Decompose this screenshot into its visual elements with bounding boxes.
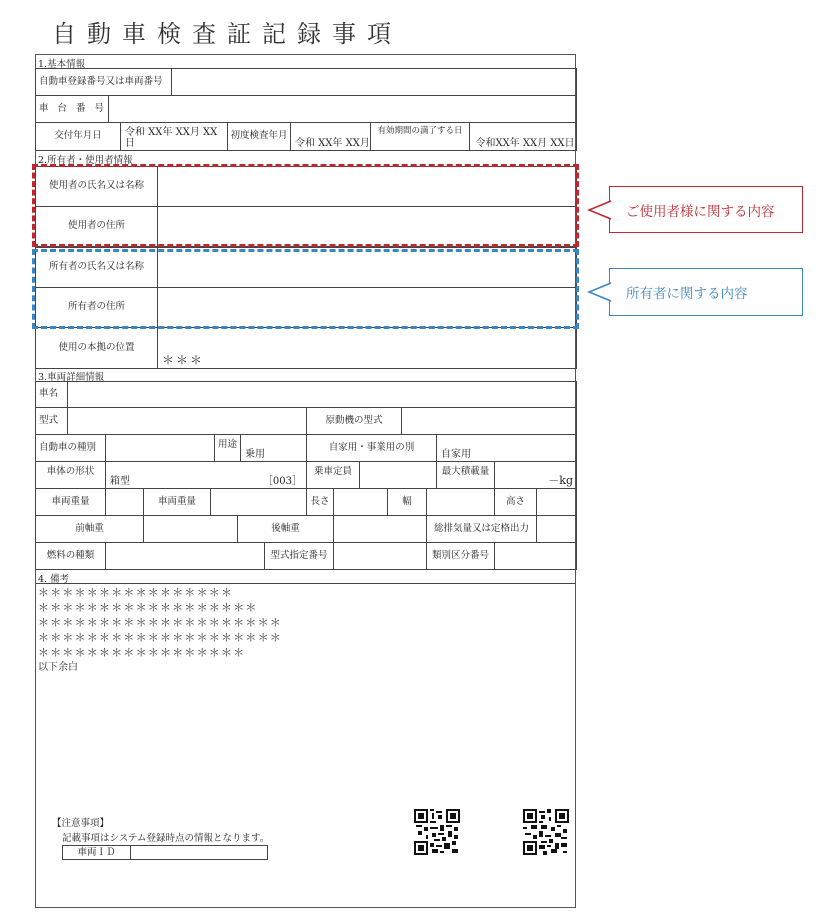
remarks-line: ＊＊＊＊＊＊＊＊＊＊＊＊＊＊＊＊＊＊ xyxy=(38,601,258,614)
body-shape-text: 箱型 xyxy=(110,476,130,487)
notes-heading: 【注意事項】 xyxy=(52,818,110,829)
gross-weight-value xyxy=(210,488,307,516)
callout-pointer-icon xyxy=(588,282,612,302)
engine-model-value xyxy=(401,407,577,435)
vehicle-id-box xyxy=(62,845,268,860)
expiry-date-label: 有効期間の満了する日 xyxy=(370,122,470,151)
user-info-callout-text: ご使用者様に関する内容 xyxy=(626,203,775,220)
displacement-label: 総排気量又は定格出力 xyxy=(426,515,537,543)
remarks-line: ＊＊＊＊＊＊＊＊＊＊＊＊＊＊＊＊＊＊＊＊ xyxy=(38,616,282,629)
owner-address-label: 所有者の住所 xyxy=(35,287,158,328)
body-shape-code: ［003］ xyxy=(262,476,302,487)
capacity-value xyxy=(359,461,437,489)
owner-info-highlight xyxy=(32,249,579,329)
height-label: 高さ xyxy=(494,488,537,516)
owner-info-callout-text: 所有者に関する内容 xyxy=(626,286,748,302)
private-business-value: 自家用 xyxy=(436,434,577,462)
issue-date-label: 交付年月日 xyxy=(35,122,121,151)
length-value xyxy=(333,488,388,516)
width-value xyxy=(426,488,495,516)
chassis-number-label: 車 台 番 号 xyxy=(35,95,109,123)
user-address-label: 使用者の住所 xyxy=(35,206,158,247)
divider xyxy=(36,583,575,584)
remarks-line: ＊＊＊＊＊＊＊＊＊＊＊＊＊＊＊＊＊ xyxy=(38,646,246,659)
type-designation-label: 型式指定番号 xyxy=(264,542,334,570)
height-value xyxy=(536,488,577,516)
callout-pointer-icon xyxy=(588,200,612,220)
vehicle-weight-label: 車両重量 xyxy=(35,488,106,516)
owner-info-callout xyxy=(609,268,803,316)
qr-code-icon xyxy=(523,809,569,855)
remarks-line: ＊＊＊＊＊＊＊＊＊＊＊＊＊＊＊＊＊＊＊＊ xyxy=(38,631,282,644)
qr-code-icon xyxy=(414,809,460,855)
car-name-value xyxy=(67,381,577,408)
user-info-callout xyxy=(609,186,803,233)
remarks-block xyxy=(38,585,282,675)
rear-axle-value xyxy=(333,515,427,543)
notes-block xyxy=(52,815,269,860)
vehicle-type-value xyxy=(105,434,215,462)
notes-text: 記載事項はシステム登録時点の情報となります。 xyxy=(62,833,270,844)
front-axle-value xyxy=(143,515,238,543)
body-shape-label: 車体の形状 xyxy=(35,461,106,489)
vehicle-id-label: 車両ＩＤ xyxy=(63,846,131,859)
owner-name-label: 所有者の氏名又は名称 xyxy=(35,247,158,288)
type-designation-value xyxy=(333,542,427,570)
base-location-value: ＊＊＊ xyxy=(157,327,577,369)
category-number-value xyxy=(494,542,577,570)
issue-date-value: 令和 XX年 XX月 XX日 xyxy=(120,122,228,151)
user-name-label: 使用者の氏名又は名称 xyxy=(35,166,158,207)
usage-label: 用途 xyxy=(214,434,241,462)
displacement-value xyxy=(536,515,577,543)
max-load-value: －kg xyxy=(494,461,577,489)
length-label: 長さ xyxy=(306,488,334,516)
front-axle-label: 前軸重 xyxy=(35,515,144,543)
body-shape-value xyxy=(105,461,307,489)
expiry-date-value: 令和XX年 XX月 XX日 xyxy=(469,122,577,151)
car-name-label: 車名 xyxy=(35,381,68,408)
usage-value: 乗用 xyxy=(240,434,307,462)
remarks-end-text: 以下余白 xyxy=(38,662,78,673)
document-title: 自動車検査証記録事項 xyxy=(52,20,402,48)
base-location-label: 使用の本拠の位置 xyxy=(35,327,158,369)
fuel-type-label: 燃料の種類 xyxy=(35,542,106,570)
vehicle-weight-value xyxy=(105,488,144,516)
max-load-label: 最大積載量 xyxy=(436,461,495,489)
gross-weight-label: 車両重量 xyxy=(143,488,211,516)
section-2-heading: 2.所有者・使用者情報 xyxy=(38,155,133,166)
fuel-type-value xyxy=(105,542,265,570)
first-registration-value: 令和 XX年 XX月 xyxy=(290,122,371,151)
model-value xyxy=(67,407,307,435)
first-registration-label: 初度検査年月 xyxy=(227,122,291,151)
rear-axle-label: 後軸重 xyxy=(237,515,334,543)
width-label: 幅 xyxy=(387,488,427,516)
section-4-heading: 4. 備考 xyxy=(38,574,70,585)
private-business-label: 自家用・事業用の別 xyxy=(306,434,437,462)
registration-number-label: 自動車登録番号又は車両番号 xyxy=(35,68,172,96)
model-label: 型式 xyxy=(35,407,68,435)
engine-model-label: 原動機の型式 xyxy=(306,407,402,435)
user-info-highlight xyxy=(32,164,579,247)
category-number-label: 類別区分番号 xyxy=(426,542,495,570)
vehicle-type-label: 自動車の種別 xyxy=(35,434,106,462)
section-3-heading: 3.車両詳細情報 xyxy=(38,372,105,383)
remarks-line: ＊＊＊＊＊＊＊＊＊＊＊＊＊＊＊＊ xyxy=(38,586,234,599)
registration-number-value xyxy=(171,68,577,96)
capacity-label: 乗車定員 xyxy=(306,461,360,489)
section-1-heading: 1.基本情報 xyxy=(38,59,86,70)
vehicle-id-value xyxy=(131,846,267,859)
chassis-number-value xyxy=(108,95,577,123)
